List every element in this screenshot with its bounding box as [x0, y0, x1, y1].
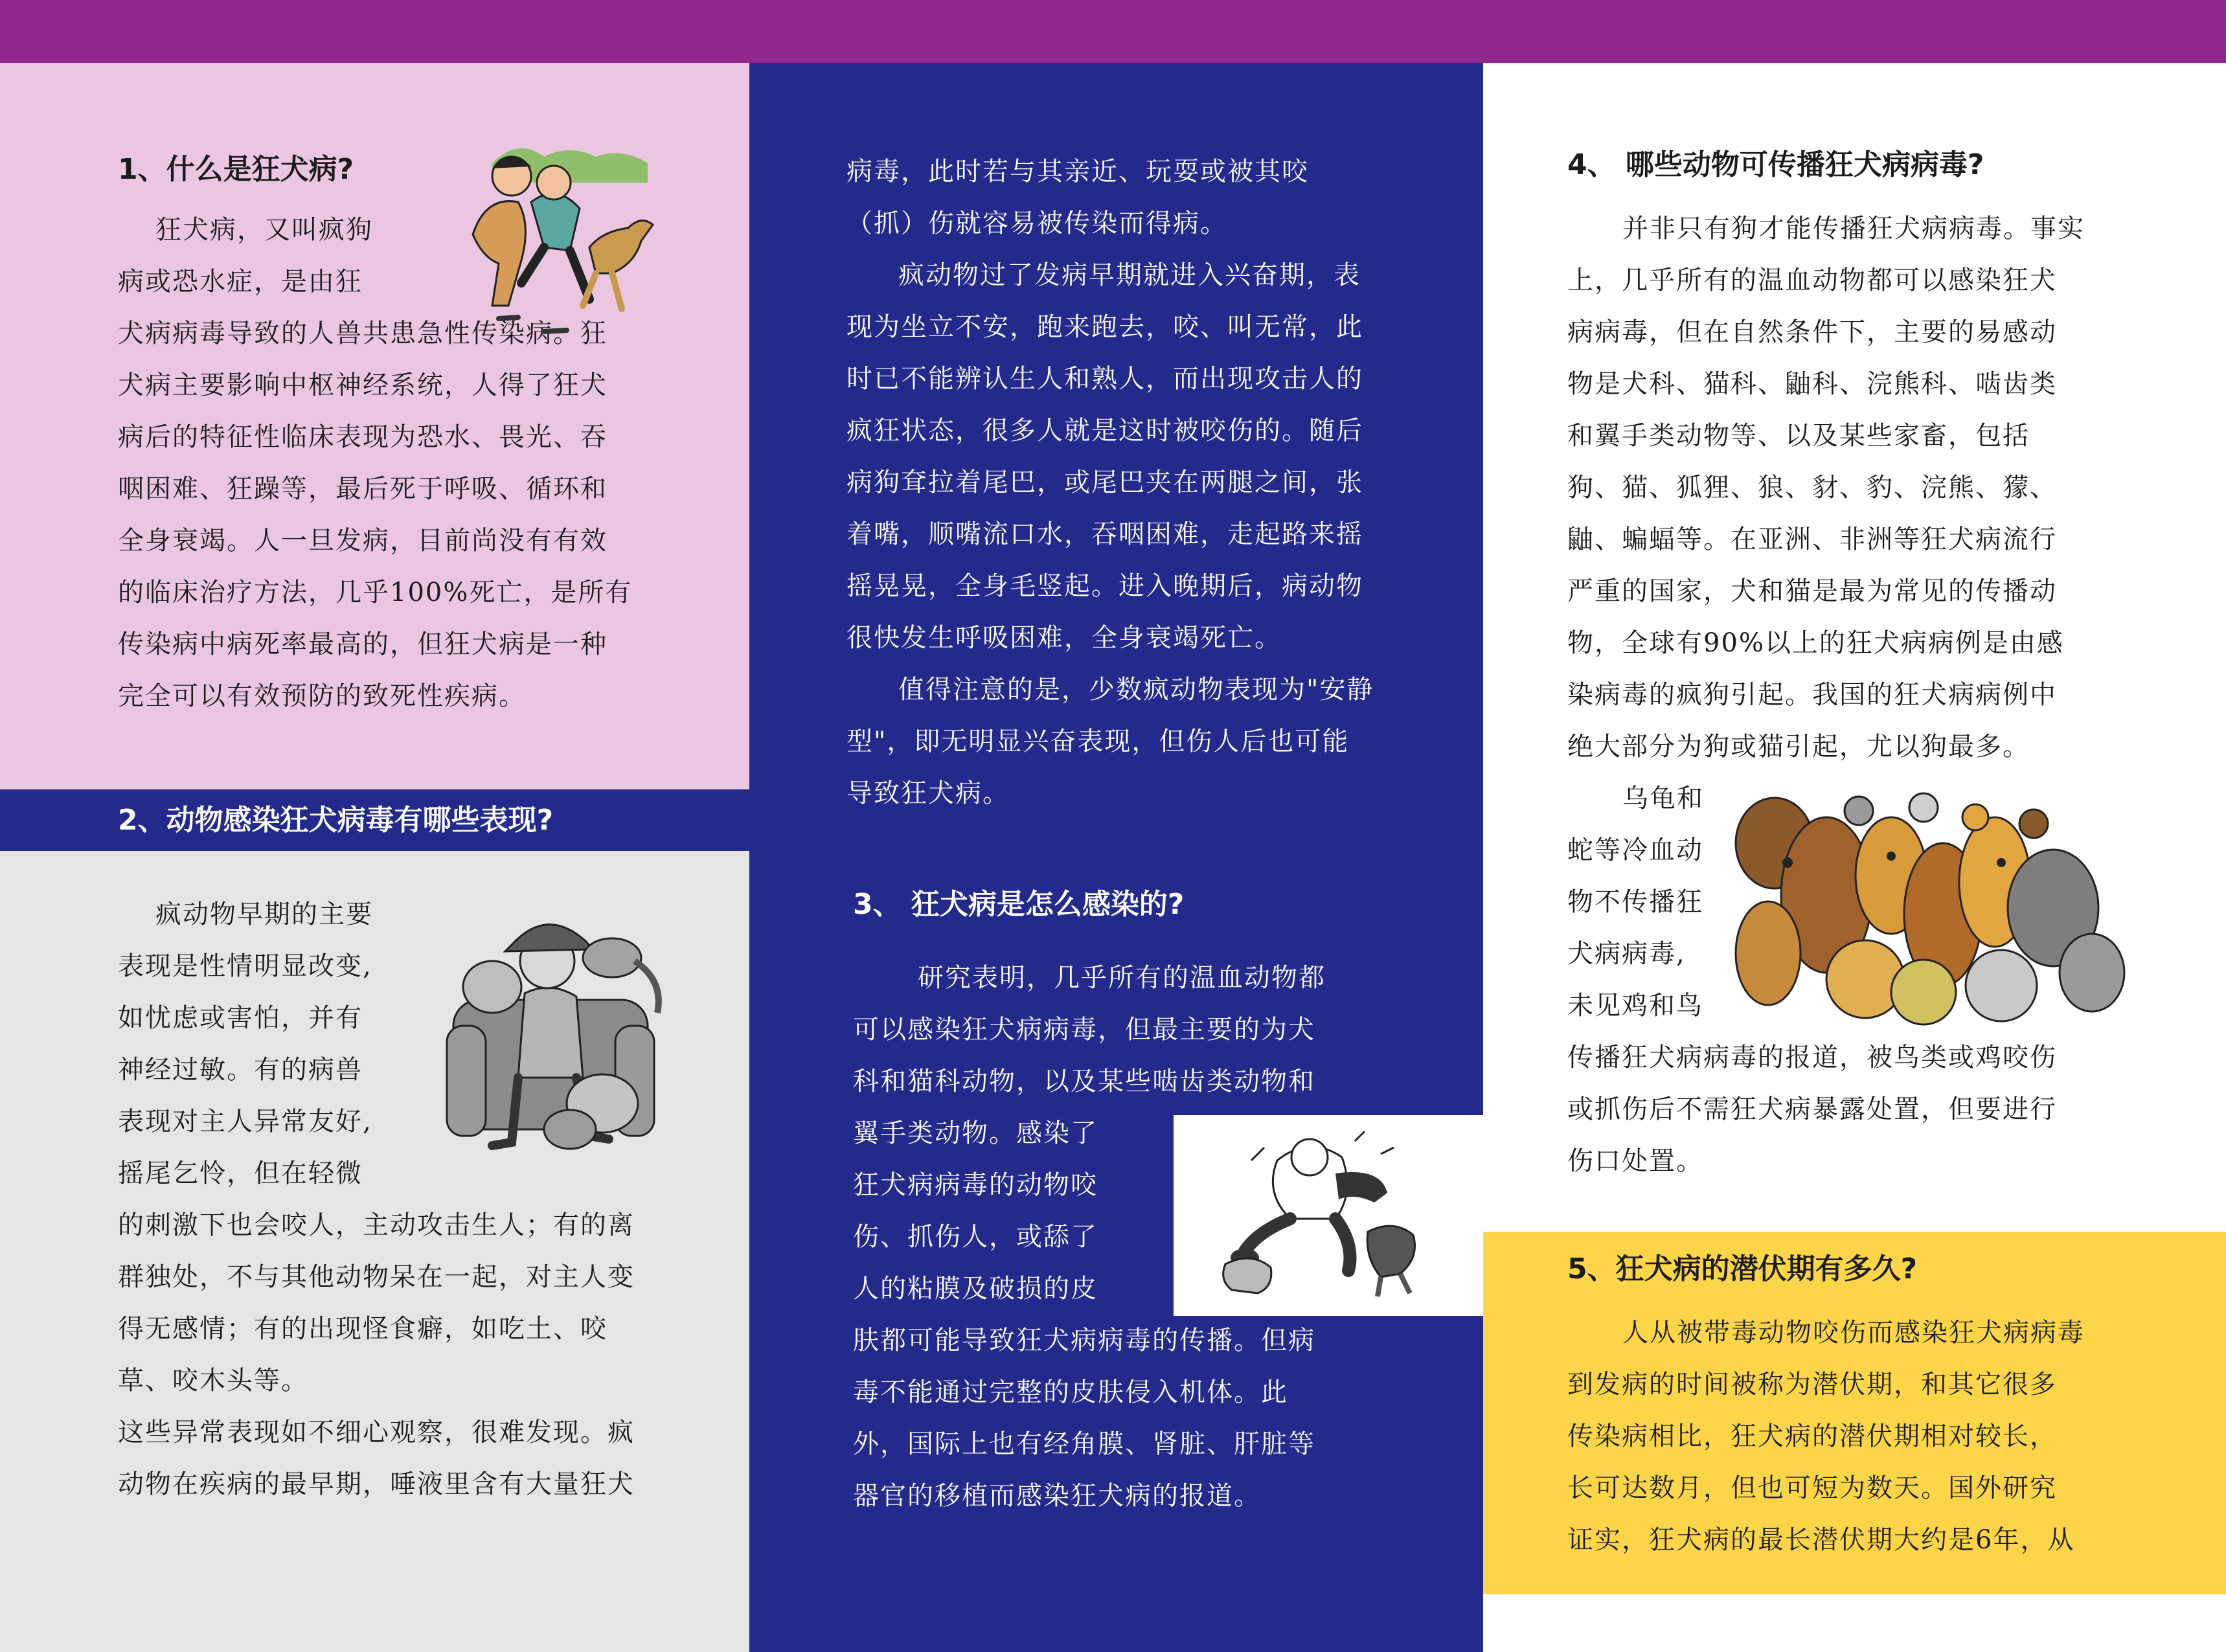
center-line: 型"，即无明显兴奋表现，但伤人后也可能: [846, 727, 1350, 756]
section4-heading: 4、 哪些动物可传播狂犬病病毒?: [1567, 148, 1984, 181]
section4-line: 犬病病毒,: [1567, 939, 1686, 969]
section5-line: 证实，狂犬病的最长潜伏期大约是6年，从: [1567, 1525, 2075, 1555]
section1-line: 全身衰竭。人一旦发病，目前尚没有有效: [118, 526, 608, 556]
center-line: 时已不能辨认生人和熟人，而出现攻击人的: [846, 364, 1363, 394]
center-panel: [749, 63, 1483, 1652]
section2-line: 这些异常表现如不细心观察，很难发现。疯: [118, 1418, 635, 1447]
section4-line: 严重的国家，犬和猫是最为常见的传播动: [1567, 576, 2057, 606]
section3-line: 外，国际上也有经角膜、肾脏、肝脏等: [853, 1429, 1315, 1459]
section3-line: 人的粘膜及破损的皮: [853, 1274, 1098, 1304]
section4-line: 染病毒的疯狗引起。我国的狂犬病病例中: [1567, 680, 2057, 710]
section4-panel: [1483, 63, 2226, 1232]
section3-line: 可以感染狂犬病病毒，但最主要的为犬: [853, 1015, 1315, 1045]
section2-line: 疯动物早期的主要: [155, 900, 373, 929]
section3-line: 毒不能通过完整的皮肤侵入机体。此: [853, 1377, 1288, 1407]
section4-line: 物不传播狂: [1567, 887, 1703, 917]
section4-line: 乌龟和: [1622, 784, 1704, 813]
section4-line: 和翼手类动物等、以及某些家畜，包括: [1567, 421, 2030, 451]
cartoon-crowd-of-dogs-and-cats: [1729, 785, 2131, 1031]
center-line: 病狗耷拉着尾巴，或尾巴夹在两腿之间，张: [846, 468, 1363, 497]
section3-line: 科和猫科动物，以及某些啮齿类动物和: [853, 1067, 1315, 1096]
section2-panel: [0, 851, 749, 1652]
section2-line: 的刺激下也会咬人，主动攻击生人；有的离: [118, 1210, 635, 1240]
center-line: 疯动物过了发病早期就进入兴奋期，表: [898, 260, 1361, 290]
section3-heading: 3、 狂犬病是怎么感染的?: [853, 888, 1185, 921]
section1-line: 病后的特征性临床表现为恐水、畏光、吞: [118, 422, 608, 452]
section4-line: 伤口处置。: [1567, 1146, 1703, 1176]
center-line: 很快发生呼吸困难，全身衰竭死亡。: [846, 623, 1282, 653]
section1-line: 的临床治疗方法，几乎100%死亡，是所有: [118, 578, 633, 607]
section2-line: 摇尾乞怜，但在轻微: [118, 1159, 363, 1188]
section4-line: 传播狂犬病病毒的报道，被鸟类或鸡咬伤: [1567, 1043, 2057, 1072]
section2-line: 动物在疾病的最早期，唾液里含有大量狂犬: [118, 1469, 635, 1499]
cartoon-man-chased-by-dog: [447, 111, 654, 345]
section4-line: 鼬、蝙蝠等。在亚洲、非洲等狂犬病流行: [1567, 525, 2057, 554]
center-line: （抓）伤就容易被传染而得病。: [846, 209, 1227, 238]
section1-line: 犬病主要影响中枢神经系统，人得了狂犬: [118, 370, 608, 400]
section4-line: 绝大部分为狗或猫引起，尤以狗最多。: [1567, 732, 2030, 762]
section5-line: 到发病的时间被称为潜伏期，和其它很多: [1567, 1370, 2057, 1399]
section3-line: 伤、抓伤人，或舔了: [853, 1222, 1098, 1252]
top-color-bar: [0, 0, 2226, 63]
section5-line: 长可达数月，但也可短为数天。国外研究: [1567, 1473, 2057, 1503]
section2-line: 表现对主人异常友好,: [118, 1107, 372, 1137]
section4-line: 狗、猫、狐狸、狼、豺、豹、浣熊、獴、: [1567, 473, 2057, 503]
section1-line: 犬病病毒导致的人兽共患急性传染病。狂: [118, 319, 608, 348]
section2-line: 神经过敏。有的病兽: [118, 1055, 363, 1085]
section4-line: 蛇等冷血动: [1567, 835, 1703, 865]
section5-panel: [1483, 1232, 2226, 1594]
bottom-right-blank: [1483, 1594, 2226, 1652]
cartoon-man-in-armchair-with-pets: [440, 890, 674, 1162]
cartoon-dogs-attacking-man: [1187, 1122, 1459, 1309]
section3-line: 翼手类动物。感染了: [853, 1118, 1098, 1148]
section1-line: 狂犬病，又叫疯狗: [155, 215, 373, 245]
section3-line: 器官的移植而感染狂犬病的报道。: [853, 1481, 1261, 1511]
section1-line: 完全可以有效预防的致死性疾病。: [118, 681, 526, 711]
section5-heading: 5、狂犬病的潜伏期有多久?: [1567, 1252, 1918, 1285]
center-line: 导致狂犬病。: [846, 778, 1010, 808]
section2-line: 草、咬木头等。: [118, 1366, 308, 1396]
center-line: 现为坐立不安，跑来跑去，咬、叫无常，此: [846, 312, 1363, 342]
section2-line: 群独处，不与其他动物呆在一起，对主人变: [118, 1262, 635, 1292]
section4-line: 物，全球有90%以上的狂犬病病例是由感: [1567, 628, 2064, 658]
section1-panel: [0, 63, 749, 789]
section1-line: 咽困难、狂躁等，最后死于呼吸、循环和: [118, 474, 608, 504]
section2-line: 得无感情；有的出现怪食癖，如吃土、咬: [118, 1314, 608, 1344]
center-line: 值得注意的是，少数疯动物表现为"安静: [898, 675, 1374, 705]
section4-line: 物是犬科、猫科、鼬科、浣熊科、啮齿类: [1567, 369, 2057, 399]
center-line: 摇晃晃，全身毛竖起。进入晚期后，病动物: [846, 571, 1363, 601]
section4-line: 或抓伤后不需狂犬病暴露处置，但要进行: [1567, 1094, 2057, 1124]
section3-line: 肤都可能导致狂犬病病毒的传播。但病: [853, 1326, 1315, 1355]
center-line: 着嘴，顺嘴流口水，吞咽困难，走起路来摇: [846, 519, 1363, 549]
section3-line: 研究表明，几乎所有的温血动物都: [918, 963, 1326, 993]
section4-line: 上，几乎所有的温血动物都可以感染狂犬: [1567, 266, 2057, 295]
section2-line: 表现是性情明显改变,: [118, 951, 372, 981]
section1-heading: 1、什么是狂犬病?: [118, 153, 354, 186]
center-line: 疯狂状态，很多人就是这时被咬伤的。随后: [846, 416, 1363, 446]
section1-line: 病或恐水症，是由狂: [118, 267, 363, 297]
section2-header-band: [0, 789, 749, 851]
section1-line: 传染病中病死率最高的，但狂犬病是一种: [118, 629, 608, 659]
section2-line: 如忧虑或害怕，并有: [118, 1003, 363, 1033]
illustration-box: [1174, 1115, 1483, 1316]
section4-line: 并非只有狗才能传播狂犬病病毒。事实: [1622, 214, 2085, 243]
section5-line: 人从被带毒动物咬伤而感染狂犬病病毒: [1622, 1318, 2085, 1348]
section2-heading: 2、动物感染狂犬病毒有哪些表现?: [118, 804, 554, 837]
section5-line: 传染病相比，狂犬病的潜伏期相对较长，: [1567, 1421, 2057, 1451]
center-line: 病毒，此时若与其亲近、玩耍或被其咬: [846, 157, 1309, 187]
section4-line: 未见鸡和鸟: [1567, 991, 1703, 1021]
section4-line: 病病毒，但在自然条件下，主要的易感动: [1567, 317, 2057, 347]
section3-line: 狂犬病病毒的动物咬: [853, 1170, 1098, 1200]
